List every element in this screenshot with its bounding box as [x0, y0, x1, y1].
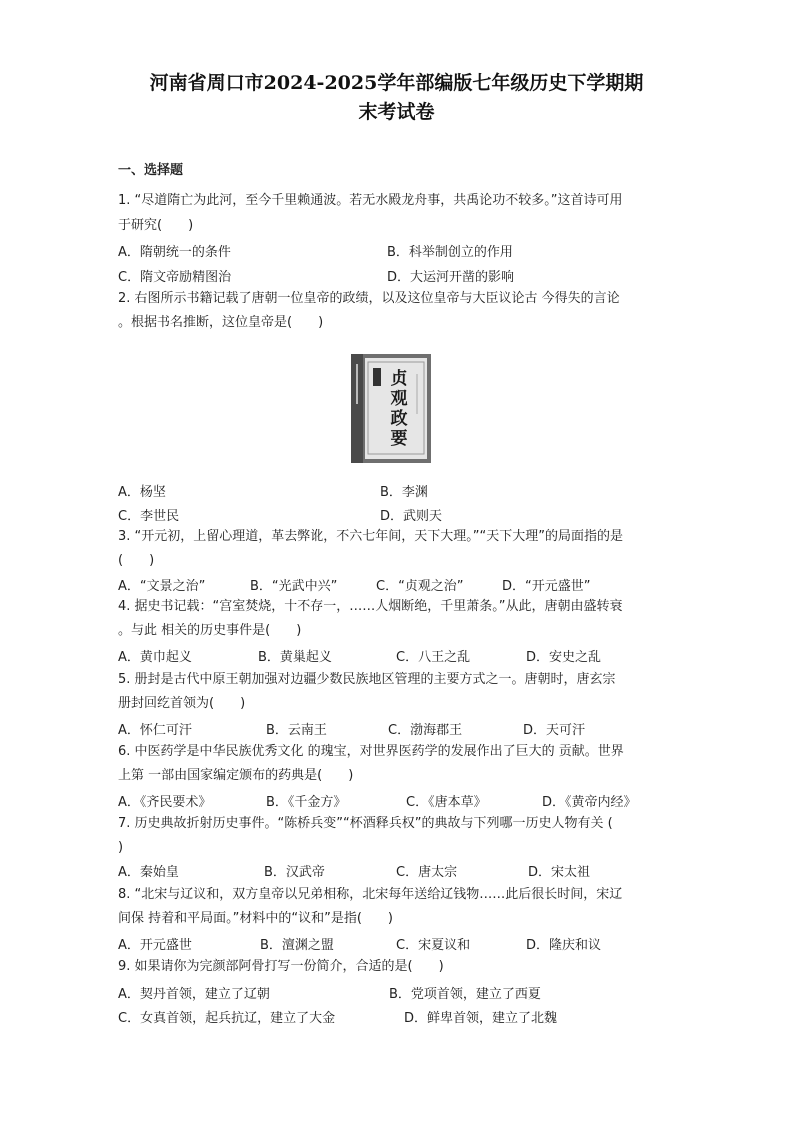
- q4-option-b: B．黄巢起义: [258, 650, 332, 665]
- q4-option-a: A．黄巾起义: [118, 650, 192, 665]
- q5-option-b: B．云南王: [266, 723, 327, 738]
- q5-option-d: D．天可汗: [523, 723, 586, 738]
- book-title-char-4: 要: [390, 429, 408, 449]
- q4-option-c: C．八王之乱: [396, 650, 471, 665]
- q9-option-a: A．契丹首领，建立了辽朝: [118, 987, 270, 1002]
- q8-option-b: B．澶渊之盟: [260, 938, 334, 953]
- question-6-line-1: 6. 中医药学是中华民族优秀文化 的瑰宝，对世界医药学的发展作出了巨大的 贡献。世界: [118, 744, 624, 759]
- question-2-line-1: 2. 右图所示书籍记载了唐朝一位皇帝的政绩，以及这位皇帝与大臣议论古 今得失的言论: [118, 291, 620, 306]
- q3-option-a: A．“文景之治”: [118, 579, 206, 594]
- book-title-char-2: 观: [390, 389, 408, 409]
- document-title-line2: 末考试卷: [358, 101, 435, 123]
- question-8-line-1: 8. “北宋与辽议和，双方皇帝以兄弟相称，北宋每年送给辽钱物……此后很长时间，宋辽: [118, 887, 623, 902]
- q2-option-c: C．李世民: [118, 509, 180, 524]
- q9-option-c: C．女真首领，起兵抗辽，建立了大金: [118, 1011, 336, 1026]
- question-4-line-1: 4. 据史书记载：“宫室焚烧，十不存一，……人烟断绝，千里萧条。”从此，唐朝由盛转衰: [118, 599, 623, 614]
- question-5-line-1: 5. 册封是古代中原王朝加强对边疆少数民族地区管理的主要方式之一。唐朝时，唐玄宗: [118, 672, 616, 687]
- q2-option-a: A．杨坚: [118, 485, 166, 500]
- question-3-line-1: 3. “开元初，上留心理道，革去弊讹，不六七年间，天下大理。”“天下大理”的局面指的是: [118, 529, 623, 544]
- question-8-line-2: 间保 持着和平局面。”材料中的“议和”是指( ): [118, 911, 393, 926]
- q5-option-c: C．渤海郡王: [388, 723, 463, 738]
- book-title-char-1: 贞: [390, 369, 408, 389]
- q3-option-d: D．“开元盛世”: [502, 579, 591, 594]
- document-title-line1: 河南省周口市2024-2025学年部编版七年级历史下学期期: [149, 72, 644, 94]
- section-heading: 一、选择题: [118, 163, 184, 178]
- q1-option-a: A．隋朝统一的条件: [118, 245, 231, 260]
- q7-option-b: B．汉武帝: [264, 865, 325, 880]
- q9-option-b: B．党项首领，建立了西夏: [389, 987, 541, 1002]
- q2-option-d: D．武则天: [380, 509, 443, 524]
- q4-option-d: D．安史之乱: [526, 650, 602, 665]
- q7-option-a: A．秦始皇: [118, 865, 179, 880]
- question-1-line-1: 1. “尽道隋亡为此河，至今千里赖通波。若无水殿龙舟事，共禹论功不较多。”这首诗可用: [118, 193, 623, 208]
- book-cover-image: [351, 354, 431, 463]
- q6-option-c: C．《唐本草》: [406, 795, 487, 810]
- question-7-line-1: 7. 历史典故折射历史事件。“陈桥兵变”“杯酒释兵权”的典故与下列哪一历史人物有关 (: [118, 816, 613, 831]
- q1-option-c: C．隋文帝励精图治: [118, 270, 232, 285]
- q1-option-b: B．科举制创立的作用: [387, 245, 513, 260]
- question-9-line-1: 9. 如果请你为完颜部阿骨打写一份简介，合适的是( ): [118, 959, 444, 974]
- q8-option-a: A．开元盛世: [118, 938, 192, 953]
- question-6-line-2: 上第 一部由国家编定颁布的药典是( ): [118, 768, 354, 783]
- book-title-char-3: 政: [390, 409, 408, 429]
- q8-option-d: D．隆庆和议: [526, 938, 602, 953]
- q6-option-b: B．《千金方》: [266, 795, 347, 810]
- q7-option-d: D．宋太祖: [528, 865, 591, 880]
- q3-option-b: B．“光武中兴”: [250, 579, 338, 594]
- q6-option-d: D．《黄帝内经》: [542, 795, 637, 810]
- q7-option-c: C．唐太宗: [396, 865, 458, 880]
- question-4-line-2: 。与此 相关的历史事件是( ): [118, 623, 302, 638]
- q3-option-c: C．“贞观之治”: [376, 579, 464, 594]
- question-3-line-2: ( ): [118, 553, 155, 568]
- q9-option-d: D．鲜卑首领，建立了北魏: [404, 1011, 558, 1026]
- q2-option-b: B．李渊: [380, 485, 428, 500]
- question-1-line-2: 于研究( ): [118, 218, 194, 233]
- q6-option-a: A．《齐民要术》: [118, 795, 212, 810]
- question-7-line-2: ): [118, 840, 124, 855]
- q1-option-d: D．大运河开凿的影响: [387, 270, 515, 285]
- question-2-line-2: 。根据书名推断，这位皇帝是( ): [118, 315, 324, 330]
- question-5-line-2: 册封回纥首领为( ): [118, 696, 246, 711]
- book-title-vertical: [391, 368, 408, 449]
- q8-option-c: C．宋夏议和: [396, 938, 471, 953]
- q5-option-a: A．怀仁可汗: [118, 723, 192, 738]
